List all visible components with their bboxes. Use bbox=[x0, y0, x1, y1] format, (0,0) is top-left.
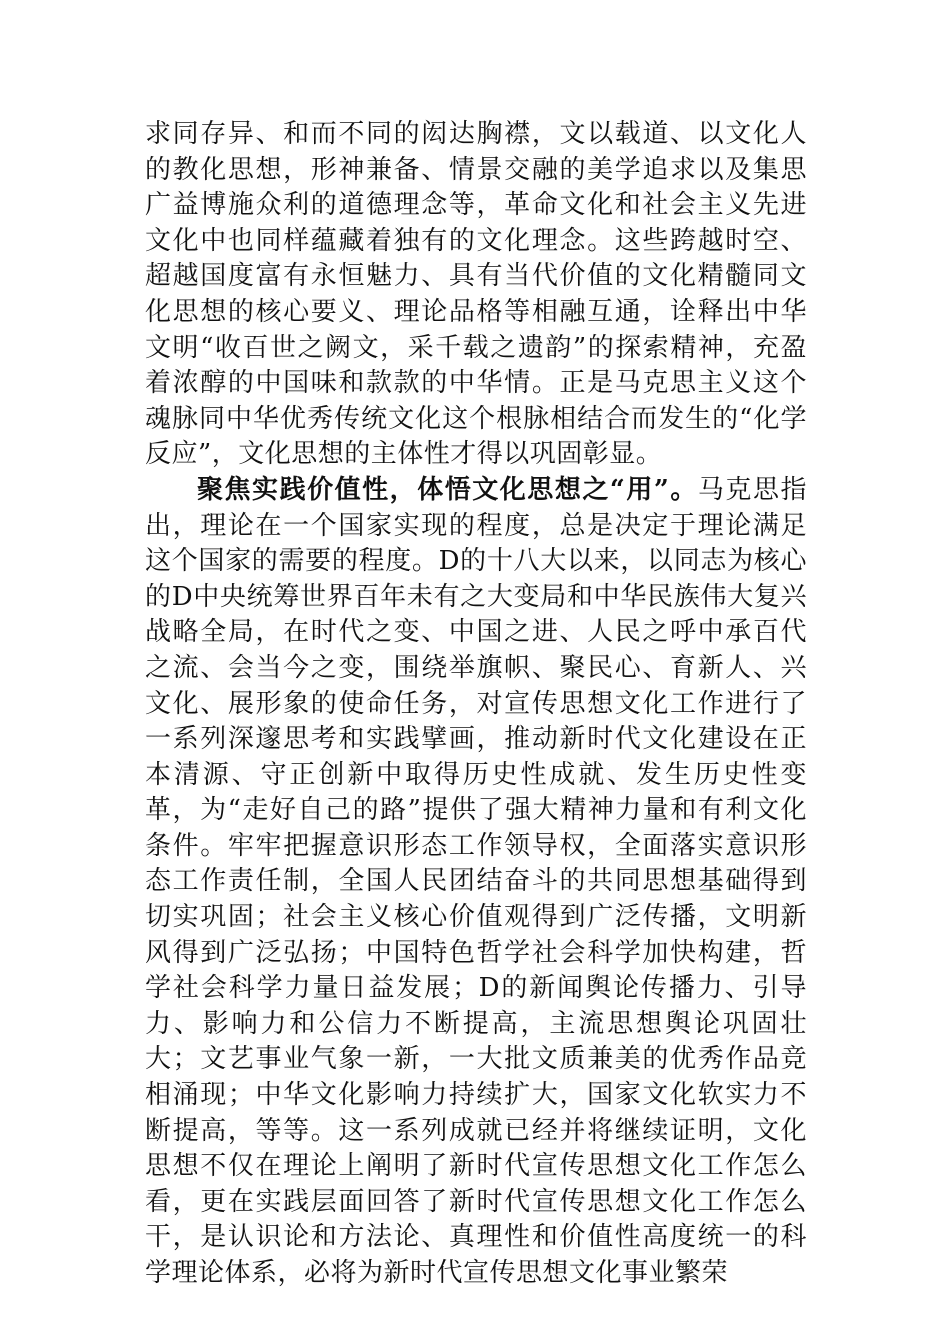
paragraph-text: 求同存异、和而不同的闳达胸襟，文以载道、以文化人的教化思想，形神兼备、情景交融的美学追求以及集思广益博施众利的道德理念等，革命文化和社会主义先进文化中也同样蕴藏着独有的文化理念。这些跨越时空、超越国度富有永恒魅力、具有当代价值的文化精髓同文化思想的核心要义、理论品格等相融互通，诠释出中华文明“收百世之阙文，采千载之遗韵”的探索精神，充盈着浓醇的中国味和款款的中华情。正是马克思主义这个魂脉同中华优秀传统文化这个根脉相结合而发生的“化学反应”，文化思想的主体性才得以巩固彰显。 bbox=[145, 119, 807, 470]
paragraph-text: 马克思指出，理论在一个国家实现的程度，总是决定于理论满足这个国家的需要的程度。D的十八大以来，以同志为核心的D中央统筹世界百年未有之大变局和中华民族伟大复兴战略全局，在时代之变、中国之进、人民之呼中承百代之流、会当今之变，围绕举旗帜、聚民心、育新人、兴文化、展形象的使命任务，对宣传思想文化工作进行了一系列深邃思考和实践擘画，推动新时代文化建设在正本清源、守正创新中取得历史性成就、发生历史性变革，为“走好自己的路”提供了强大精神力量和有利文化条件。牢牢把握意识形态工作领导权，全面落实意识形态工作责任制，全国人民团结奋斗的共同思想基础得到切实巩固；社会主义核心价值观得到广泛传播，文明新风得到广泛弘扬；中国特色哲学社会科学加快构建，哲学社会科学力量日益发展；D的新闻舆论传播力、引导力、影响力和公信力不断提高，主流思想舆论巩固壮大；文艺事业气象一新，一大批文质兼美的优秀作品竞相涌现；中华文化影响力持续扩大，国家文化软实力不断提高，等等。这一系列成就已经并将继续证明，文化思想不仅在理论上阐明了新时代宣传思想文化工作怎么看，更在实践层面回答了新时代宣传思想文化工作怎么干，是认识论和方法论、真理性和价值性高度统一的科学理论体系，必将为新时代宣传思想文化事业繁荣 bbox=[145, 474, 807, 1288]
body-paragraph-1 bbox=[145, 117, 807, 473]
body-paragraph-2 bbox=[145, 473, 807, 1292]
document-page bbox=[145, 117, 807, 1292]
paragraph-lead-heading: 聚焦实践价值性，体悟文化思想之“用”。 bbox=[197, 474, 698, 505]
